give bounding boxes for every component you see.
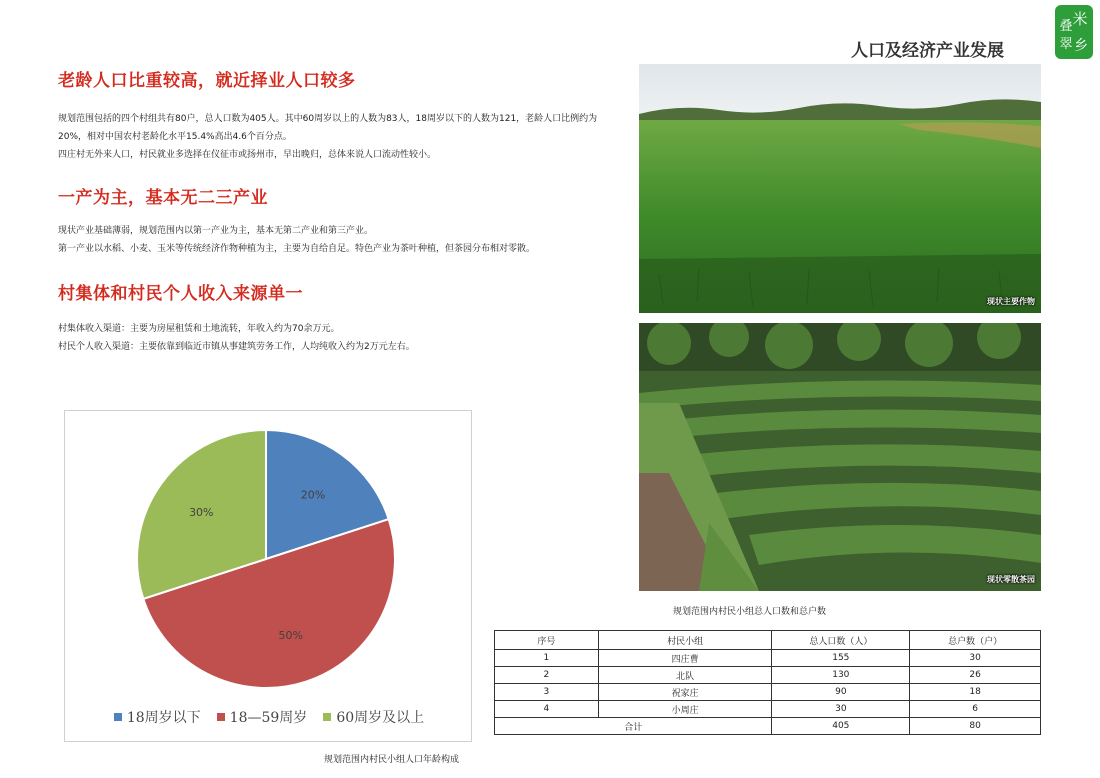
table-total-row xyxy=(495,718,1041,735)
text-line: 20%，相对中国农村老龄化水平15.4%高出4.6个百分点。 xyxy=(58,132,292,142)
table-row xyxy=(495,701,1041,718)
table-total-households: 80 xyxy=(910,718,1041,735)
table-cell: 90 xyxy=(772,684,910,701)
legend-item xyxy=(217,707,308,727)
page-title: 人口及经济产业发展 xyxy=(851,41,1004,61)
header-cell: 总户数（户） xyxy=(910,631,1041,650)
legend-label: 18—59周岁 xyxy=(229,710,308,726)
photo-tea-garden xyxy=(639,323,1041,591)
svg-text:米: 米 xyxy=(1072,10,1088,28)
chart-caption: 规划范围内村民小组人口年龄构成 xyxy=(324,755,460,765)
svg-text:叠: 叠 xyxy=(1059,19,1073,34)
logo xyxy=(1054,4,1094,60)
text-line: 村民个人收入渠道：主要依靠到临近市镇从事建筑劳务工作，人均纯收入约为2万元左右。 xyxy=(58,342,415,352)
legend-swatch xyxy=(217,713,225,721)
table-cell: 2 xyxy=(495,667,599,684)
legend-swatch xyxy=(323,713,331,721)
table-cell: 26 xyxy=(910,667,1041,684)
section-text-income xyxy=(58,320,618,356)
section-heading-aging: 老龄人口比重较高，就近择业人口较多 xyxy=(58,71,356,91)
pie-data-label: 30% xyxy=(189,505,214,519)
text-line: 村集体收入渠道：主要为房屋租赁和土地流转，年收入约为70余万元。 xyxy=(58,324,340,334)
table-cell: 小周庄 xyxy=(598,701,772,718)
table-cell: 155 xyxy=(772,650,910,667)
table-row xyxy=(495,684,1041,701)
legend-label: 60周岁及以上 xyxy=(336,710,425,726)
table-total-population: 405 xyxy=(772,718,910,735)
legend-label: 18周岁以下 xyxy=(126,710,201,726)
table-cell: 6 xyxy=(910,701,1041,718)
table-cell: 130 xyxy=(772,667,910,684)
section-heading-industry: 一产为主，基本无二三产业 xyxy=(58,188,268,208)
table-header-row xyxy=(495,631,1041,650)
table-cell: 3 xyxy=(495,684,599,701)
svg-text:乡: 乡 xyxy=(1074,38,1088,54)
text-line: 第一产业以水稻、小麦、玉米等传统经济作物种植为主，主要为自给自足。特色产业为茶叶种植，但茶园分布相对零散。 xyxy=(58,244,536,254)
pie-data-label: 20% xyxy=(300,488,326,502)
svg-text:翠: 翠 xyxy=(1059,37,1073,52)
header-cell: 村民小组 xyxy=(598,631,772,650)
population-table xyxy=(494,630,1041,735)
text-line: 现状产业基础薄弱，规划范围内以第一产业为主，基本无第二产业和第三产业。 xyxy=(58,226,374,236)
table-caption: 规划范围内村民小组总人口数和总户数 xyxy=(673,607,827,617)
table-total-label: 合计 xyxy=(495,718,772,735)
table-cell: 18 xyxy=(910,684,1041,701)
table-cell: 30 xyxy=(772,701,910,718)
header-cell: 序号 xyxy=(495,631,599,650)
pie-chart-svg xyxy=(65,411,473,707)
table-cell: 30 xyxy=(910,650,1041,667)
table-cell: 四庄曹 xyxy=(598,650,772,667)
header-cell: 总人口数（人） xyxy=(772,631,910,650)
text-line: 规划范围包括的四个村组共有80户，总人口数为405人。其中60周岁以上的人数为83人，18周岁以下的人数为121，老龄人口比例约为 xyxy=(58,114,598,124)
table-cell: 祝家庄 xyxy=(598,684,772,701)
section-text-aging xyxy=(58,110,618,164)
chart-legend xyxy=(65,707,473,727)
legend-item xyxy=(323,707,424,727)
legend-swatch xyxy=(114,713,122,721)
table-cell: 4 xyxy=(495,701,599,718)
pie-data-label: 50% xyxy=(278,629,303,643)
legend-item xyxy=(114,707,201,727)
photo-rice-field xyxy=(639,64,1041,313)
section-heading-income: 村集体和村民个人收入来源单一 xyxy=(58,284,303,304)
age-pie-chart xyxy=(64,410,472,742)
table-cell: 北队 xyxy=(598,667,772,684)
photo-caption: 现状零散茶园 xyxy=(987,575,1035,584)
section-text-industry xyxy=(58,222,618,258)
table-cell: 1 xyxy=(495,650,599,667)
table-row xyxy=(495,667,1041,684)
text-line: 四庄村无外来人口，村民就业多选择在仪征市或扬州市，早出晚归，总体来说人口流动性较小。 xyxy=(58,150,437,160)
table-row xyxy=(495,650,1041,667)
photo-caption: 现状主要作物 xyxy=(987,297,1035,306)
